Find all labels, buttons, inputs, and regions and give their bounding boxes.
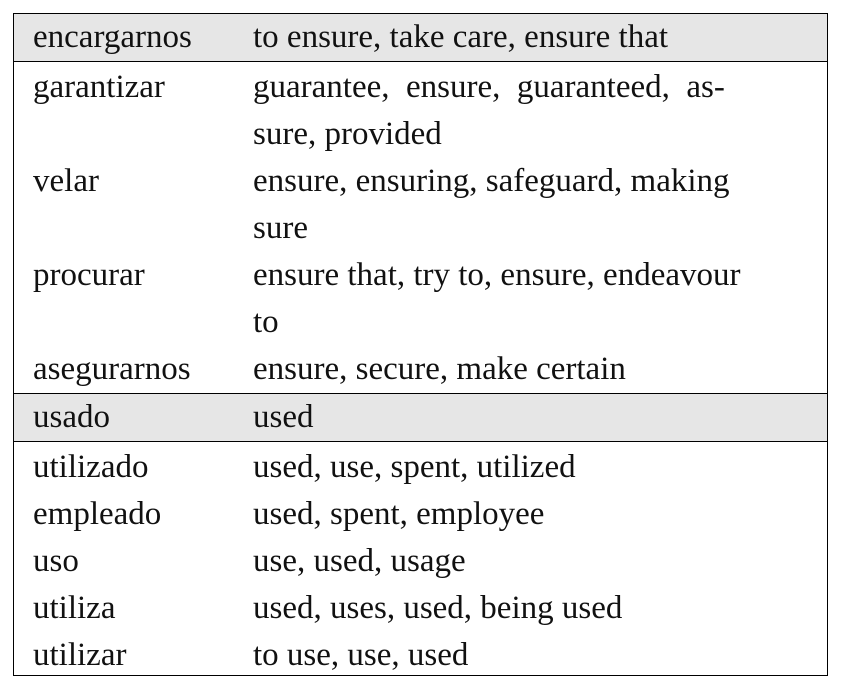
translation-line: ensure, ensuring, safeguard, making <box>253 163 730 199</box>
group-2-body <box>14 442 827 679</box>
source-word: usado <box>33 399 110 435</box>
translations: used, spent, employee <box>253 496 545 532</box>
translations: used, use, spent, utilized <box>253 449 576 485</box>
translations: to use, use, used <box>253 637 469 673</box>
source-word: velar <box>33 163 99 199</box>
translations <box>253 158 809 252</box>
table-row <box>14 491 827 538</box>
group-2-header <box>14 394 827 442</box>
source-word: asegurarnos <box>33 351 191 387</box>
table-row <box>14 346 827 393</box>
table-row <box>14 158 827 252</box>
source-word: garantizar <box>33 69 165 105</box>
group-1-header <box>14 14 827 62</box>
table-row <box>14 538 827 585</box>
translation-line: sure, provided <box>253 116 442 152</box>
table-row <box>14 444 827 491</box>
translation-line: to <box>253 304 279 340</box>
table-row <box>14 632 827 679</box>
table-row <box>14 585 827 632</box>
paraphrase-table <box>13 13 828 676</box>
source-word: utilizado <box>33 449 149 485</box>
translation-line: guarantee, ensure, guaranteed, as- <box>253 69 725 105</box>
translations: ensure, secure, make certain <box>253 351 626 387</box>
table-row <box>14 64 827 158</box>
translations <box>253 64 809 158</box>
source-word: uso <box>33 543 79 579</box>
table-row <box>14 394 827 441</box>
source-word: procurar <box>33 257 145 293</box>
source-word: utilizar <box>33 637 127 673</box>
translation-line: sure <box>253 210 308 246</box>
source-word: encargarnos <box>33 19 192 55</box>
translation-line: ensure that, try to, ensure, endeavour <box>253 257 741 293</box>
translations: to ensure, take care, ensure that <box>253 19 669 55</box>
source-word: utiliza <box>33 590 116 626</box>
translations: used <box>253 399 314 435</box>
translations: use, used, usage <box>253 543 466 579</box>
table-row <box>14 14 827 61</box>
table-row <box>14 252 827 346</box>
translations <box>253 252 809 346</box>
translations: used, uses, used, being used <box>253 590 623 626</box>
source-word: empleado <box>33 496 162 532</box>
group-1-body <box>14 62 827 394</box>
